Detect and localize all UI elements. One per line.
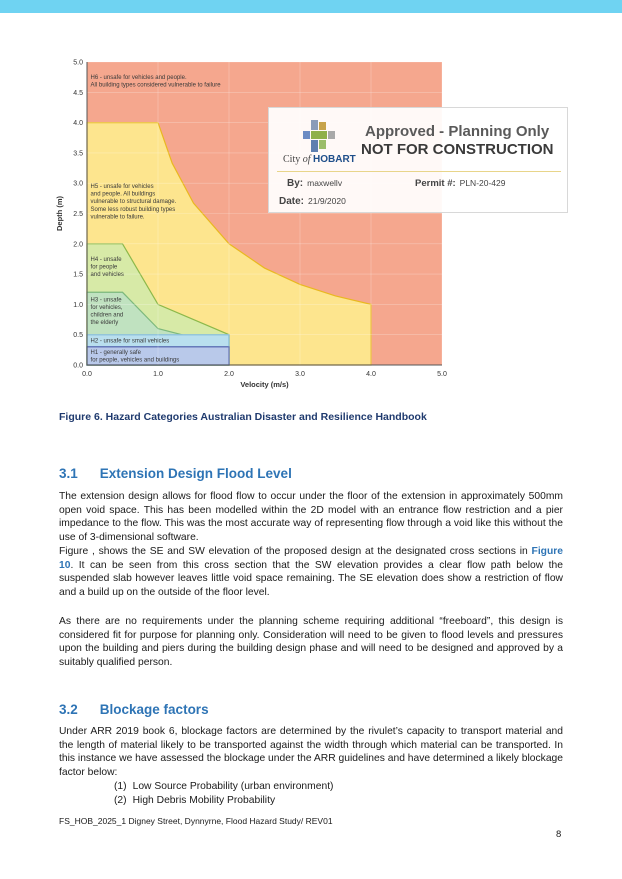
page-number: 8 (556, 829, 562, 840)
y-tick-label: 2.5 (73, 211, 83, 218)
region-label-h5: vulnerable to failure. (90, 214, 145, 221)
blockage-list (114, 780, 333, 807)
y-tick-label: 5.0 (73, 59, 83, 67)
x-axis-label: Velocity (m/s) (240, 380, 289, 389)
stamp-title-not-for-construction: NOT FOR CONSTRUCTION (361, 141, 554, 158)
y-tick-label: 3.0 (73, 180, 83, 188)
city-of-hobart: City of HOBART (283, 154, 356, 165)
approval-stamp (268, 107, 568, 213)
section-3-1-para-1: The extension design allows for flood flow to occur under the floor of the extension in approximately 500mm open void space. This has been modelled within the 2D model with an entrance flow restriction and a pier impedance to the flow. This was the most accurate way of representing flow through a void like this without the use of 3-dimensional software. (59, 491, 563, 543)
x-tick-label: 0.0 (82, 371, 92, 378)
y-tick-label: 0.0 (73, 362, 83, 370)
x-tick-label: 1.0 (153, 371, 163, 378)
section-3-2-para-1: Under ARR 2019 book 6, blockage factors are determined by the rivulet’s capacity to transport material and the length of material likely to be transported against the width through which material can be transported. In this instance we have assessed the blockage under the ARR guidelines and have determined a likely blockage factor below: (59, 726, 563, 778)
stamp-date: Date: 21/9/2020 (279, 196, 346, 207)
region-label-h4: H4 - unsafe (90, 256, 122, 263)
y-tick-label: 1.5 (73, 271, 83, 279)
footer-doc-ref: FS_HOB_2025_1 Digney Street, Dynnyrne, Flood Hazard Study/ REV01 (59, 816, 333, 826)
y-tick-label: 4.0 (73, 120, 83, 128)
region-label-h6: H6 - unsafe for vehicles and people. (90, 74, 187, 81)
top-color-band (0, 0, 622, 13)
x-tick-label: 3.0 (295, 371, 305, 378)
y-tick-label: 0.5 (73, 332, 83, 340)
stamp-divider (277, 171, 561, 172)
section-3-2-heading: 3.2 Blockage factors (59, 702, 209, 717)
stamp-permit: Permit #: PLN-20-429 (415, 178, 506, 189)
stamp-by: By: maxwellv (287, 178, 343, 189)
section-3-1-para-3: As there are no requirements under the planning scheme requiring additional “freeboard”, this design is considered fit for purpose for planning only. Consideration will need to be given to flood levels and pressures upon the building and piers during the building design phase and will need to be designed and approved by a suitably qualified person. (59, 616, 563, 668)
region-label-h1: for people, vehicles and buildings (90, 357, 180, 364)
y-tick-label: 3.5 (73, 150, 83, 158)
hobart-logo-icon (281, 118, 353, 158)
section-3-1-para-2: Figure , shows the SE and SW elevation of the proposed design at the designated cross sections in Figure 10. It can be seen from this cross section that the SW elevation provides a clear flow path below the suspended slab however leaves little void space remaining. The SE elevation does show a restriction of flow and a build up on the outside of the floor level. (59, 546, 563, 598)
region-label-h4: for people (90, 264, 118, 271)
x-tick-label: 2.0 (224, 371, 234, 378)
list-item: (2) High Debris Mobility Probability (114, 794, 276, 806)
region-label-h3: the elderly (90, 320, 119, 327)
stamp-title-approved: Approved - Planning Only (365, 123, 550, 140)
hazard-chart (52, 54, 452, 394)
y-tick-label: 1.0 (73, 301, 83, 309)
region-label-h3: children and (90, 312, 124, 319)
y-tick-label: 2.0 (73, 241, 83, 249)
region-label-h5: and people. All buildings (90, 191, 156, 198)
region-label-h5: H5 - unsafe for vehicles (90, 184, 154, 191)
x-tick-label: 4.0 (366, 371, 376, 378)
figure-10-link[interactable]: Figure 10 (59, 546, 563, 571)
x-tick-label: 5.0 (437, 371, 447, 378)
figure-caption: Figure 6. Hazard Categories Australian Disaster and Resilience Handbook (59, 411, 427, 423)
y-axis-label: Depth (m) (55, 196, 64, 231)
region-label-h3: for vehicles, (90, 304, 123, 311)
region-label-h4: and vehicles (90, 271, 124, 278)
y-tick-label: 4.5 (73, 89, 83, 97)
region-label-h1: H1 - generally safe (90, 350, 141, 357)
region-label-h5: Some less robust building types (90, 206, 176, 213)
section-3-1-heading: 3.1 Extension Design Flood Level (59, 466, 292, 481)
region-label-h2: H2 - unsafe for small vehicles (90, 338, 170, 345)
region-label-h5: vulnerable to structural damage. (90, 199, 177, 206)
list-item: (1) Low Source Probability (urban environment) (114, 781, 334, 792)
region-label-h3: H3 - unsafe (90, 297, 122, 304)
region-label-h6: All building types considered vulnerable to failure (90, 82, 221, 89)
